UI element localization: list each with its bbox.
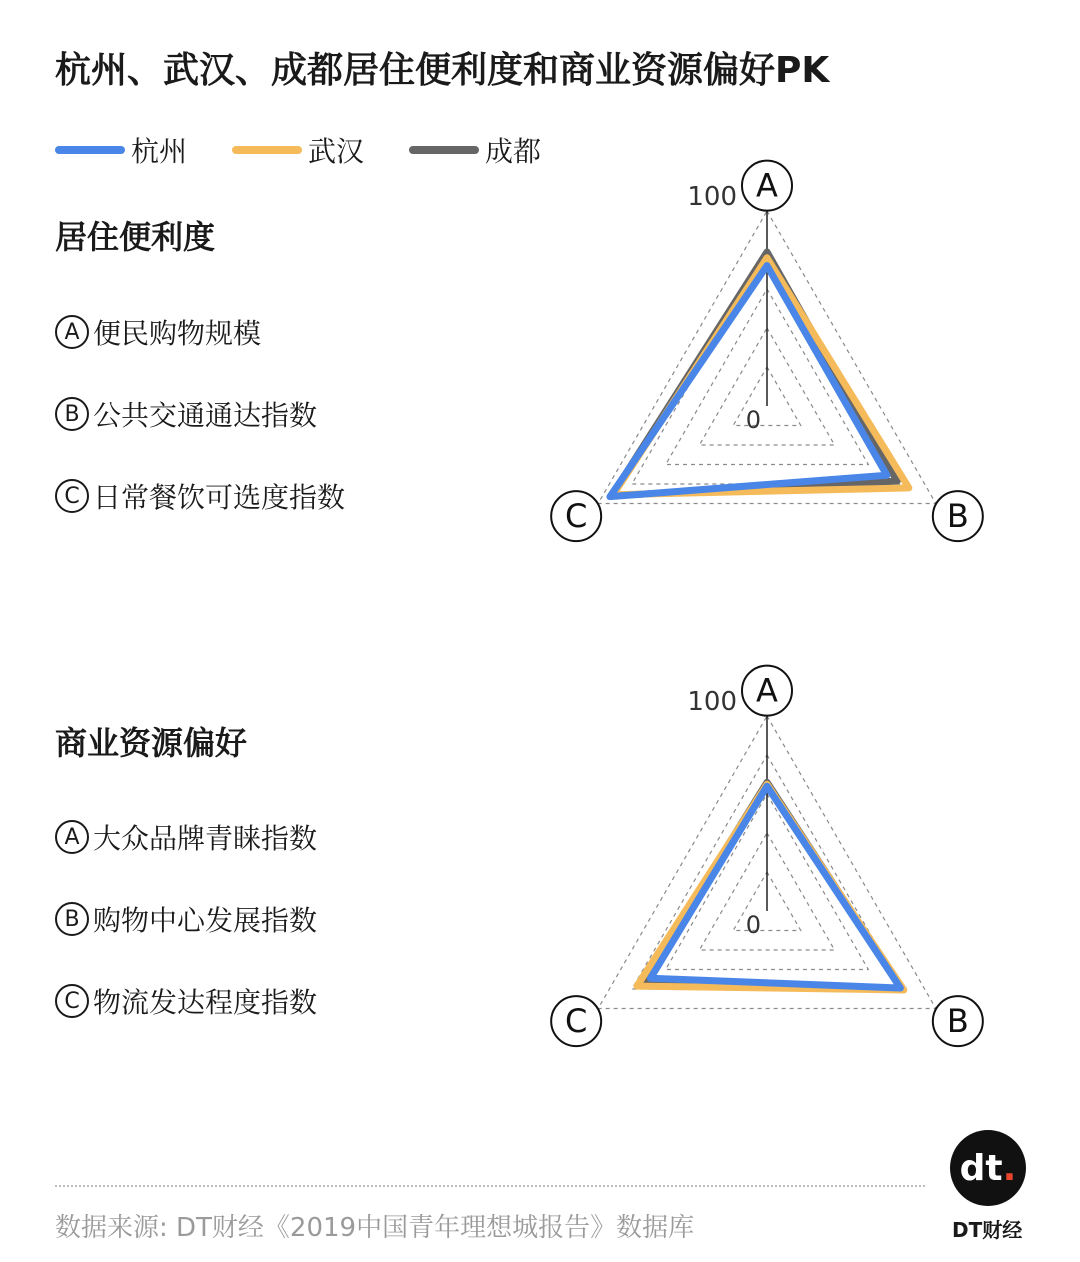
axis-item-label: 购物中心发展指数: [93, 904, 318, 937]
page-title: 杭州、武汉、成都居住便利度和商业资源偏好PK: [55, 50, 830, 91]
axis-key-badge: C: [55, 479, 89, 513]
footer-divider: [55, 1185, 925, 1187]
section-title-living: 居住便利度: [55, 218, 216, 256]
series-武汉: [613, 258, 909, 495]
axis-key-badge: A: [55, 820, 89, 854]
legend-label: 成都: [485, 135, 542, 168]
axis-item-label: 日常餐饮可选度指数: [93, 481, 346, 514]
axis-item-label: 物流发达程度指数: [93, 986, 318, 1019]
axis-item-label: 大众品牌青睐指数: [93, 822, 318, 855]
axis-badge-label: C: [564, 497, 588, 536]
axis-badge-label: A: [756, 671, 778, 710]
logo-text: dt: [959, 1147, 1003, 1189]
source-note: 数据来源: DT财经《2019中国青年理想城报告》数据库: [55, 1213, 695, 1243]
axis-key-badge: B: [55, 902, 89, 936]
tick-label-min: 0: [745, 911, 761, 939]
tick-label-max: 100: [687, 687, 737, 717]
logo-caption: DT财经: [952, 1218, 1023, 1242]
axis-badge-label: B: [946, 497, 969, 536]
tick-label-max: 100: [687, 182, 737, 212]
dt-logo: dt .: [950, 1130, 1026, 1206]
axis-key-badge: A: [55, 315, 89, 349]
series-武汉: [637, 784, 904, 990]
axis-badge-label: B: [946, 1002, 969, 1041]
axis-key-badge: B: [55, 397, 89, 431]
legend-label: 武汉: [308, 135, 365, 168]
legend-label: 杭州: [131, 135, 188, 168]
section-title-commerce: 商业资源偏好: [55, 724, 248, 762]
axis-item-label: 便民购物规模: [93, 317, 262, 350]
axis-key-badge: C: [55, 984, 89, 1018]
axis-badge-label: C: [564, 1002, 588, 1041]
axis-item-label: 公共交通通达指数: [93, 399, 318, 432]
axis-badge-label: A: [756, 166, 778, 205]
series-成都: [642, 782, 902, 989]
tick-label-min: 0: [745, 406, 761, 434]
